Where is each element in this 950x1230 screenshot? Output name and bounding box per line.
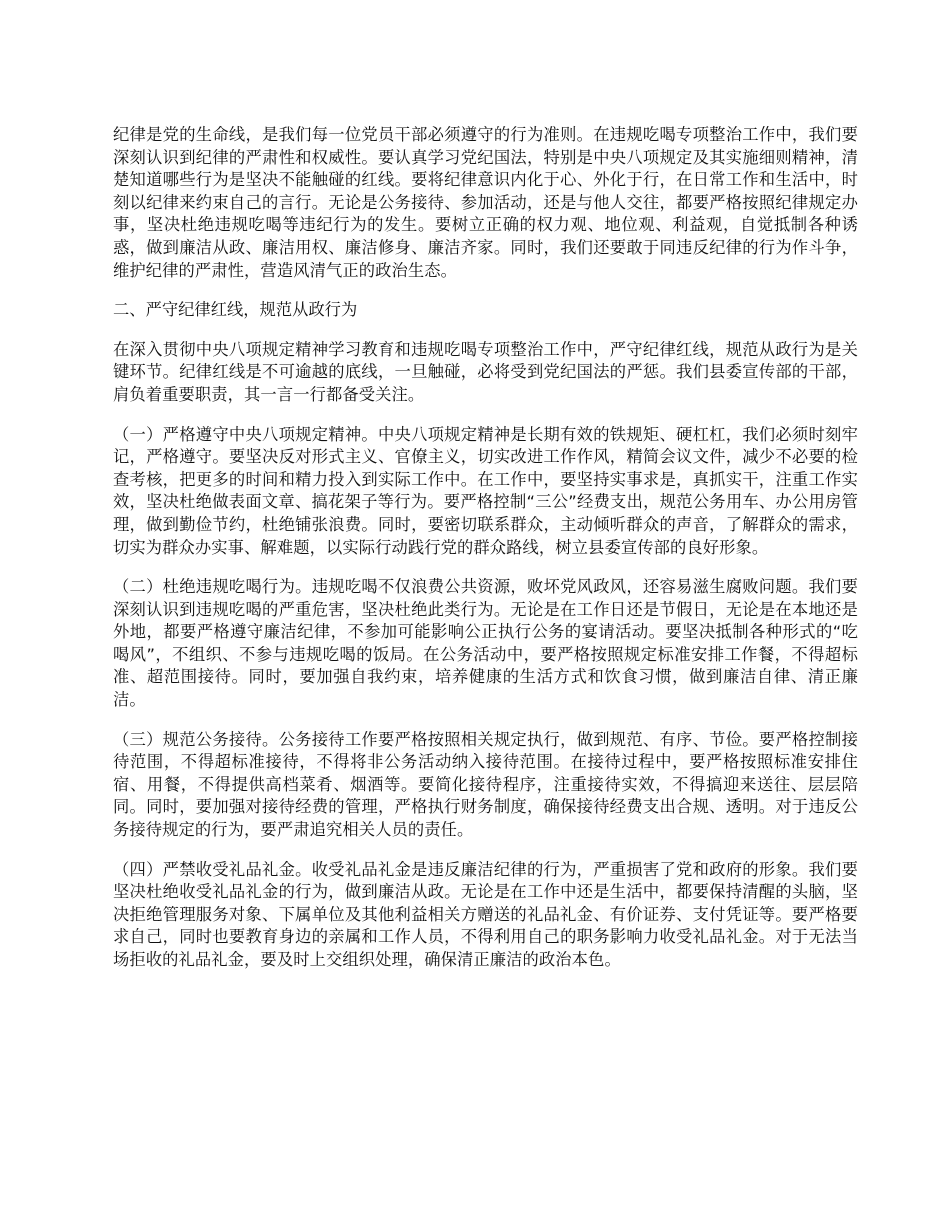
paragraph-item-1: （一）严格遵守中央八项规定精神。中央八项规定精神是长期有效的铁规矩、硬杠杠，我们必须时刻牢记，严格遵守。要坚决反对形式主义、官僚主义，切实改进工作作风，精简会议文件，减少不必要的检查考核，把更多的时间和精力投入到实际工作中。在工作中，要坚持实事求是，真抓实干，注重工作实效，坚决杜绝做表面文章、搞花架子等行为。要严格控制“三公”经费支出，规范公务用车、办公用房管理，做到勤俭节约，杜绝铺张浪费。同时，要密切联系群众，主动倾听群众的声音，了解群众的需求，切实为群众办实事、解难题，以实际行动践行党的群众路线，树立县委宣传部的良好形象。 [113,424,858,557]
section-heading-2: 二、严守纪律红线，规范从政行为 [113,300,358,320]
paragraph-section-2-intro: 在深入贯彻中央八项规定精神学习教育和违规吃喝专项整治工作中，严守纪律红线，规范从政行为是关键环节。纪律红线是不可逾越的底线，一旦触碰，必将受到党纪国法的严惩。我们县委宣传部的干部，肩负着重要职责，其一言一行都备受关注。 [113,339,858,404]
paragraph-item-4: （四）严禁收受礼品礼金。收受礼品礼金是违反廉洁纪律的行为，严重损害了党和政府的形象。我们要坚决杜绝收受礼品礼金的行为，做到廉洁从政。无论是在工作中还是生活中，都要保持清醒的头脑，坚决拒绝管理服务对象、下属单位及其他利益相关方赠送的礼品礼金、有价证券、支付凭证等。要严格要求自己，同时也要教育身边的亲属和工作人员，不得利用自己的职务影响力收受礼品礼金。对于无法当场拒收的礼品礼金，要及时上交组织处理，确保清正廉洁的政治本色。 [113,859,858,969]
paragraph-discipline-intro: 纪律是党的生命线，是我们每一位党员干部必须遵守的行为准则。在违规吃喝专项整治工作中，我们要深刻认识到纪律的严肃性和权威性。要认真学习党纪国法，特别是中央八项规定及其实施细则精神，清楚知道哪些行为是坚决不能触碰的红线。要将纪律意识内化于心、外化于行，在日常工作和生活中，时刻以纪律来约束自己的言行。无论是公务接待、参加活动，还是与他人交往，都要严格按照纪律规定办事，坚决杜绝违规吃喝等违纪行为的发生。要树立正确的权力观、地位观、利益观，自觉抵制各种诱惑，做到廉洁从政、廉洁用权、廉洁修身、廉洁齐家。同时，我们还要敢于同违反纪律的行为作斗争，维护纪律的严肃性，营造风清气正的政治生态。 [113,125,858,280]
document-body [113,124,858,989]
paragraph-item-3: （三）规范公务接待。公务接待工作要严格按照相关规定执行，做到规范、有序、节俭。要严格控制接待范围，不得超标准接待，不得将非公务活动纳入接待范围。在接待过程中，要严格按照标准安排住宿、用餐，不得提供高档菜肴、烟酒等。要简化接待程序，注重接待实效，不得搞迎来送往、层层陪同。同时，要加强对接待经费的管理，严格执行财务制度，确保接待经费支出合规、透明。对于违反公务接待规定的行为，要严肃追究相关人员的责任。 [113,729,858,840]
paragraph-item-2: （二）杜绝违规吃喝行为。违规吃喝不仅浪费公共资源，败坏党风政风，还容易滋生腐败问题。我们要深刻认识到违规吃喝的严重危害，坚决杜绝此类行为。无论是在工作日还是节假日，无论是在本地还是外地，都要严格遵守廉洁纪律，不参加可能影响公正执行公务的宴请活动。要坚决抵制各种形式的“吃喝风”，不组织、不参与违规吃喝的饭局。在公务活动中，要严格按照规定标准安排工作餐，不得超标准、超范围接待。同时，要加强自我约束，培养健康的生活方式和饮食习惯，做到廉洁自律、清正廉洁。 [113,577,858,710]
